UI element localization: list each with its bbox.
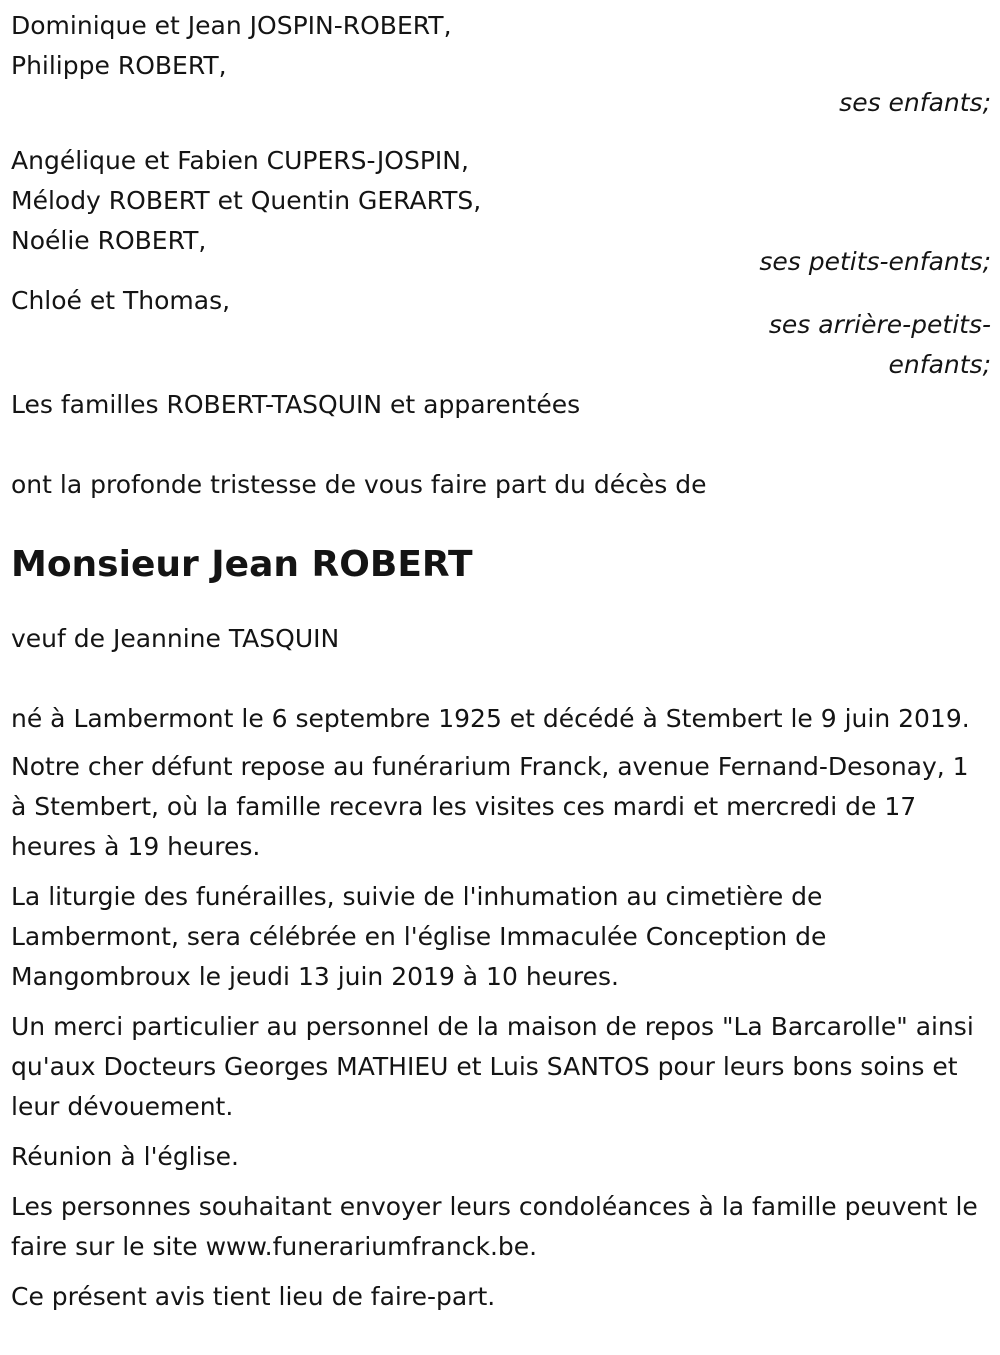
great-grandchildren-line: Chloé et Thomas, (11, 286, 231, 315)
announcement-line: ont la profonde tristesse de vous faire part du décès de (11, 470, 707, 499)
grandchildren-line: Noélie ROBERT, (11, 226, 207, 255)
reunion-paragraph: Réunion à l'église. (11, 1142, 239, 1171)
children-role: ses enfants; (839, 88, 991, 117)
great-grandchildren-role: enfants; (888, 350, 991, 379)
condolences-paragraph: Les personnes souhaitant envoyer leurs condoléances à la famille peuvent le faire sur le site www.funerariumfranck.be. (11, 1192, 978, 1261)
deceased-name: Monsieur Jean ROBERT (11, 544, 473, 585)
thanks-paragraph: Un merci particulier au personnel de la maison de repos "La Barcarolle" ainsi qu'aux Docteurs Georges MATHIEU et Luis SANTOS pour leurs bons soins et leur dévouement. (11, 1012, 974, 1121)
birth-death-paragraph: né à Lambermont le 6 septembre 1925 et décédé à Stembert le 9 juin 2019. (11, 704, 970, 733)
liturgy-paragraph: La liturgie des funérailles, suivie de l'inhumation au cimetière de Lambermont, sera célébrée en l'église Immaculée Conception de Mangombroux le jeudi 13 juin 2019 à 10 heures. (11, 882, 827, 991)
grandchildren-line: Angélique et Fabien CUPERS-JOSPIN, (11, 146, 469, 175)
great-grandchildren-role: ses arrière-petits- (768, 310, 991, 339)
spouse-line: veuf de Jeannine TASQUIN (11, 624, 340, 653)
grandchildren-role: ses petits-enfants; (759, 247, 991, 276)
children-line: Dominique et Jean JOSPIN-ROBERT, (11, 11, 452, 40)
children-section (11, 6, 991, 123)
children-line: Philippe ROBERT, (11, 51, 227, 80)
grandchildren-section (11, 141, 991, 282)
grandchildren-line: Mélody ROBERT et Quentin GERARTS, (11, 186, 482, 215)
obituary-notice (11, 6, 991, 1317)
funeral-home-paragraph: Notre cher défunt repose au funérarium Franck, avenue Fernand-Desonay, 1 à Stembert, où la famille recevra les visites ces mardi et mercredi de 17 heures à 19 heures. (11, 752, 969, 861)
great-grandchildren-section (11, 281, 991, 385)
families-line: Les familles ROBERT-TASQUIN et apparentées (11, 390, 581, 419)
notice-paragraph: Ce présent avis tient lieu de faire-part. (11, 1282, 496, 1311)
